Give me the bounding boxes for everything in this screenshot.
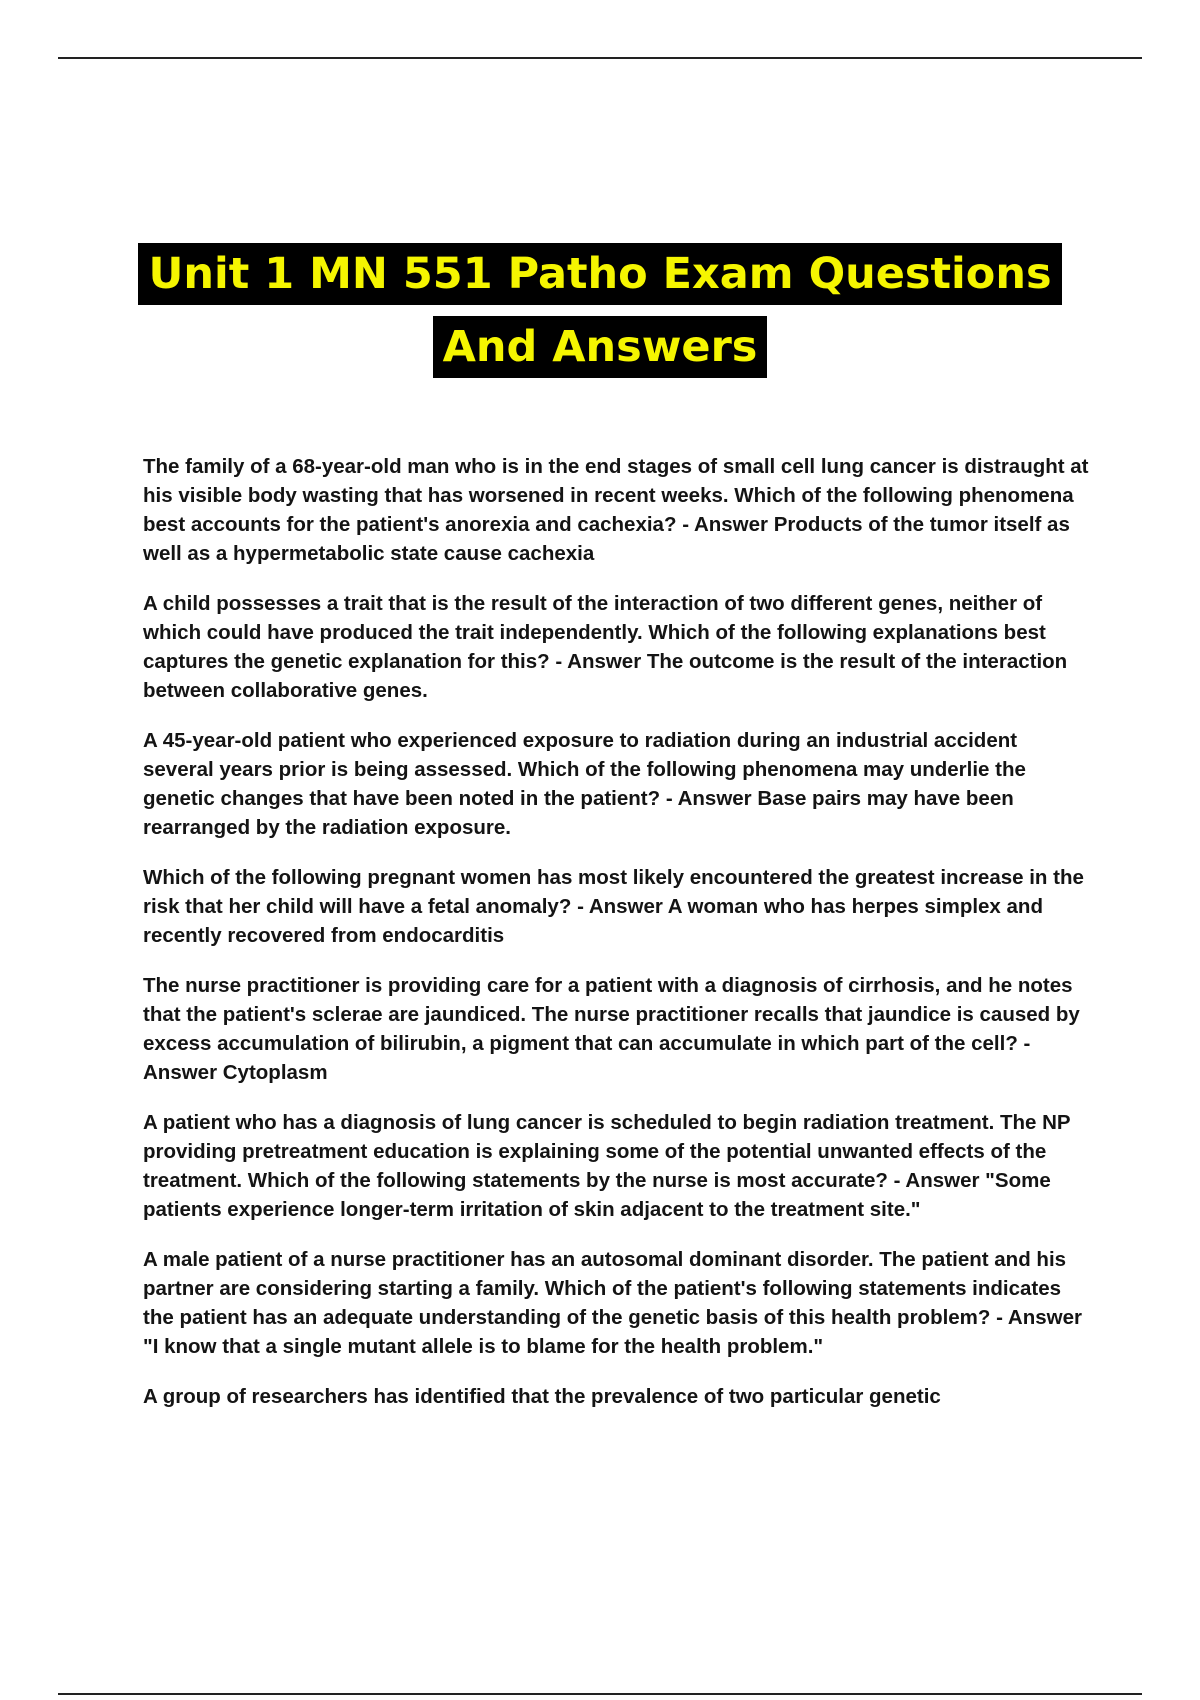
answer-text: - Answer A woman who has herpes simplex and recently recovered from endocarditis [143,895,1043,947]
qa-item [143,452,1093,568]
answer-text: - Answer Products of the tumor itself as well as a hypermetabolic state cause cachexia [143,513,1070,565]
qa-item [143,589,1093,705]
bottom-rule [58,1693,1142,1695]
qa-item [143,863,1093,950]
question-text: A group of researchers has identified that the prevalence of two particular genetic [143,1385,941,1408]
qa-item [143,1108,1093,1224]
answer-text: - Answer "Some patients experience longer-term irritation of skin adjacent to the treatment site." [143,1169,1051,1221]
question-text: A male patient of a nurse practitioner has an autosomal dominant disorder. The patient and his partner are considering starting a family. Which of the patient's following statements indicates the patient has an adequate understanding of the genetic basis of this health problem? [143,1248,1067,1329]
answer-text: - Answer The outcome is the result of the interaction between collaborative genes. [143,650,1068,702]
answer-text: - Answer Base pairs may have been rearranged by the radiation exposure. [143,787,1014,839]
question-text: The family of a 68-year-old man who is in the end stages of small cell lung cancer is distraught at his visible body wasting that has worsened in recent weeks. Which of the following phenomena best accounts for the patient's anorexia and cachexia? [143,455,1089,536]
qa-list [143,452,1093,1432]
qa-item [143,971,1093,1087]
question-text: A 45-year-old patient who experienced exposure to radiation during an industrial accident several years prior is being assessed. Which of the following phenomena may underlie the genetic changes that have been noted in the patient? [143,729,1026,810]
answer-text: - Answer "I know that a single mutant allele is to blame for the health problem." [143,1306,1082,1358]
top-rule [58,57,1142,59]
document-title [0,243,1200,389]
qa-item [143,726,1093,842]
question-text: The nurse practitioner is providing care for a patient with a diagnosis of cirrhosis, and he notes that the patient's sclerae are jaundiced. The nurse practitioner recalls that jaundice is caused by excess accumulation of bilirubin, a pigment that can accumulate in which part of the cell? [143,974,1080,1055]
title-line-2: And Answers [433,316,768,378]
question-text: A child possesses a trait that is the result of the interaction of two different genes, neither of which could have produced the trait independently. Which of the following explanations best captures the genetic explanation for this? [143,592,1046,673]
question-text: Which of the following pregnant women has most likely encountered the greatest increase in the risk that her child will have a fetal anomaly? [143,866,1084,918]
title-line-1: Unit 1 MN 551 Patho Exam Questions [138,243,1061,305]
qa-item [143,1245,1093,1361]
answer-text: - Answer Cytoplasm [143,1032,1031,1084]
qa-item [143,1382,1093,1411]
question-text: A patient who has a diagnosis of lung cancer is scheduled to begin radiation treatment. The NP providing pretreatment education is explaining some of the potential unwanted effects of the treatment. Which of the following statements by the nurse is most accurate? [143,1111,1071,1192]
